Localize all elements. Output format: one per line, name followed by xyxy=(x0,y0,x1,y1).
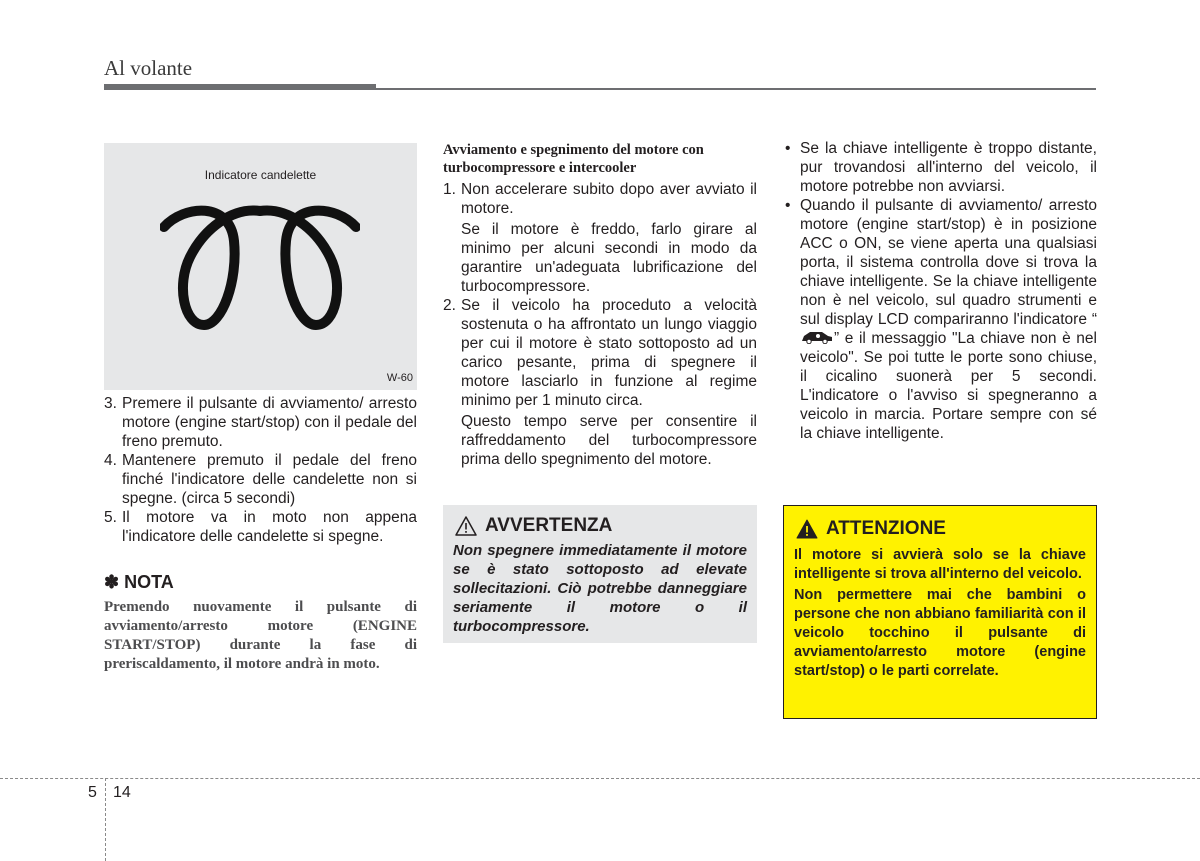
header-rule-thick xyxy=(104,84,376,90)
list-item: • Se la chiave intelligente è troppo distante, pur trovandosi all'interno del veicolo, il motore potrebbe non avviarsi. xyxy=(785,140,1097,195)
section-title: Al volante xyxy=(104,56,193,80)
glow-plug-figure xyxy=(104,143,417,390)
glow-plug-coil-icon xyxy=(160,201,360,331)
warning-triangle-filled-icon xyxy=(796,519,818,539)
header-rule-thin xyxy=(376,88,1096,90)
caution-title: ATTENZIONE xyxy=(796,518,1086,540)
footer-rule xyxy=(0,778,1200,779)
list-item: 3. Premere il pulsante di avviamento/ arresto motore (engine start/stop) con il pedale del freno premuto. xyxy=(104,395,417,450)
figure-caption: Indicatore candelette xyxy=(204,168,317,182)
smart-key-notes xyxy=(783,139,1097,443)
caution-body: Il motore si avvierà solo se la chiave intelligente si trova all'interno del veicolo. Non permettere mai che bambini o persone che non abbiano familiarità con il veicolo tocchino il pulsante di avviamento/arresto motore (engine start/stop) o le parti correlate. xyxy=(794,547,1086,679)
footer-divider xyxy=(105,778,106,861)
warning-triangle-icon xyxy=(455,516,477,536)
nota-heading: ✽ NOTA xyxy=(104,572,174,592)
caution-box xyxy=(783,505,1097,719)
figure-code: W-60 xyxy=(386,372,413,384)
list-item: 2. Se il veicolo ha proceduto a velocità sostenuta o ha affrontato un lungo viaggio per cui il motore è stato sottoposto ad un carico pesante, prima di spegnere il motore lasciarlo in funzione al regime minimo per 1 minuto circa. Questo tempo serve per consentire il raffreddamento del turbocompressore prima dello spegnimento del motore. xyxy=(443,297,757,468)
turbo-heading: Avviamento e spegnimento del motore con turbocompressore e intercooler xyxy=(443,142,704,176)
warning-box xyxy=(443,505,757,643)
list-item: 5. Il motore va in moto non appena l'indicatore delle candelette si spegne. xyxy=(104,509,417,545)
warning-title: AVVERTENZA xyxy=(455,515,747,537)
list-item: 4. Mantenere premuto il pedale del freno finché l'indicatore delle candelette non si spegne. (circa 5 secondi) xyxy=(104,452,417,507)
chapter-number: 5 xyxy=(88,784,97,801)
car-key-icon xyxy=(800,330,834,344)
list-item: 1. Non accelerare subito dopo aver avviato il motore. Se il motore è freddo, farlo girare al minimo per alcuni secondi in modo da garantire un'adeguata lubrificazione del turbocompressore. xyxy=(443,181,757,295)
list-item: • Quando il pulsante di avviamento/ arresto motore (engine start/stop) è in posizione ACC o ON, se viene aperta una qualsiasi porta, il sistema controlla dove si trova la chiave intelligente. Se la chiave intelligente non è nel veicolo, sul quadro strumenti e sul display LCD compariranno l'indicatore “” e il messaggio "La chiave non è nel veicolo". Se poi tutte le porte sono chiuse, il cicalino suonerà per 5 secondi. L'indicatore o l'avviso si spegneranno a veicolo in marcia. Portare sempre con sé la chiave intelligente. xyxy=(785,197,1097,442)
nota-body: Premendo nuovamente il pulsante di avviamento/arresto motore (ENGINE START/STOP) durante la fase di preriscaldamento, il motore andrà in moto. xyxy=(104,599,417,672)
start-steps-list xyxy=(104,394,417,546)
warning-body: Non spegnere immediatamente il motore se è stato sottoposto ad elevate sollecitazioni. Ciò potrebbe danneggiare seriamente il motore o il turbocompressore. xyxy=(453,542,747,635)
turbo-steps-list xyxy=(443,180,757,469)
page-number: 14 xyxy=(113,784,131,801)
